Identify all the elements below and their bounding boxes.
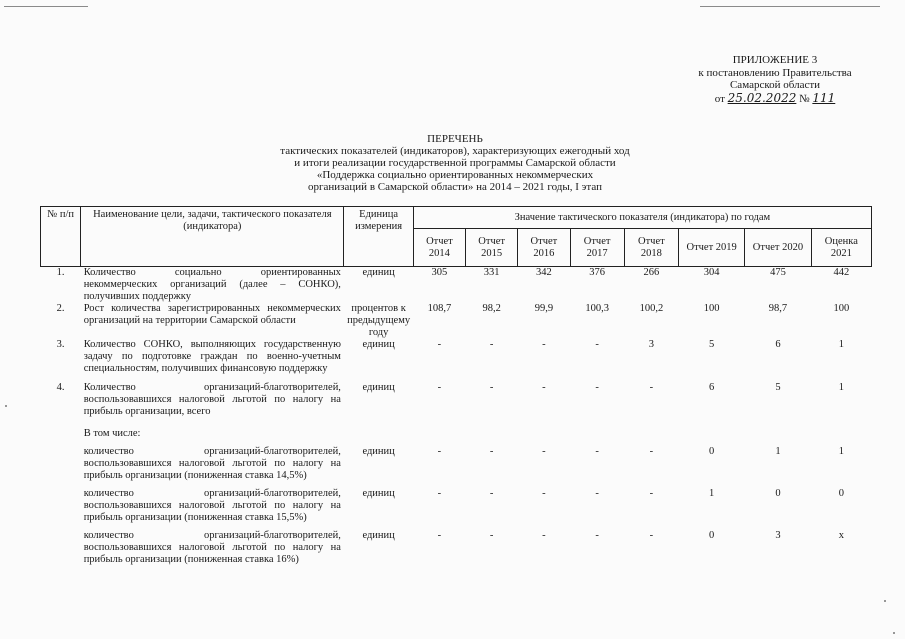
row-value: 0 <box>838 488 844 499</box>
row-number <box>41 530 81 566</box>
row-value <box>745 428 811 446</box>
heading-title: ПЕРЕЧЕНЬ <box>427 133 483 145</box>
row-value: х <box>838 530 844 541</box>
row-value: 3 <box>648 339 654 350</box>
row-unit: единиц <box>362 382 395 393</box>
row-value: 100,2 <box>639 303 664 314</box>
row-value: - <box>542 446 546 457</box>
row-number: 3. <box>56 339 65 350</box>
row-value: - <box>542 488 546 499</box>
row-unit: единиц <box>362 488 395 499</box>
row-name: Рост количества зарегистрированных некоммерческих организаций на территории Самарской области <box>83 303 341 326</box>
heading-line-3: «Поддержка социально ориентированных некоммерческих <box>316 169 594 181</box>
row-value <box>518 428 570 446</box>
row-unit: единиц <box>362 339 395 350</box>
row-value: - <box>489 382 494 393</box>
row-value: - <box>649 488 654 499</box>
row-value: 331 <box>483 267 500 278</box>
row-value: - <box>595 382 599 393</box>
row-value: - <box>649 382 654 393</box>
row-unit: единиц <box>362 267 395 278</box>
row-value: 5 <box>709 339 715 350</box>
row-value: 5 <box>775 382 781 393</box>
row-name: Количество организаций-благотворителей, воспользовавшихся налоговой льготой по налогу на прибыль организации, всего <box>83 382 341 417</box>
row-value: - <box>595 530 599 541</box>
row-name: количество организаций-благотворителей, воспользовавшихся налоговой льготой по налогу на прибыль организации (пониженная ставка 14,5%) <box>83 446 341 481</box>
row-name: количество организаций-благотворителей, воспользовавшихся налоговой льготой по налогу на прибыль организации (пониженная ставка 15,5%) <box>83 488 341 523</box>
row-value: - <box>542 530 546 541</box>
header-year: Отчет 2018 <box>624 229 678 267</box>
header-year: Отчет 2017 <box>570 229 624 267</box>
date-prefix: от <box>714 92 725 105</box>
appendix-block <box>640 54 905 105</box>
row-value: 1 <box>838 339 844 350</box>
number-prefix: № <box>799 92 810 105</box>
row-value: - <box>595 339 599 350</box>
row-value: 442 <box>833 267 850 278</box>
heading-line-2: и итоги реализации государственной программы Самарской области <box>294 157 616 169</box>
row-value: 342 <box>536 267 552 278</box>
row-value: - <box>489 488 494 499</box>
table-row <box>41 267 872 304</box>
row-value: 100 <box>833 303 850 314</box>
row-unit: единиц <box>362 446 395 457</box>
row-value: 1 <box>838 446 844 457</box>
row-value: - <box>595 488 599 499</box>
row-name: Количество СОНКО, выполняющих государственную задачу по подготовке граждан по военно-учетным специальностям, получивших финансовую поддержку <box>83 339 341 374</box>
row-name: Количество социально ориентированных некоммерческих организаций (далее – СОНКО), получивших поддержку <box>83 267 341 302</box>
row-value: 1 <box>709 488 715 499</box>
row-value: 98,7 <box>768 303 788 314</box>
row-value: 100,3 <box>585 303 609 314</box>
row-value: 6 <box>775 339 781 350</box>
row-unit: процентов к предыдущему году <box>347 303 411 338</box>
table-row <box>41 446 872 488</box>
row-value <box>413 428 465 446</box>
indicators-table <box>40 206 872 566</box>
row-value: 475 <box>770 267 786 278</box>
document-heading <box>240 133 670 193</box>
row-value: 266 <box>643 267 660 278</box>
row-value: 98,2 <box>482 303 501 314</box>
header-name: Наименование цели, задачи, тактического показателя (индикатора) <box>81 207 344 267</box>
row-number <box>41 428 81 446</box>
scan-edge-line <box>4 6 88 7</box>
header-year: Отчет 2014 <box>413 229 465 267</box>
row-value: 6 <box>709 382 715 393</box>
scan-speck <box>893 632 895 634</box>
row-unit: единиц <box>362 530 395 541</box>
row-value: 99,9 <box>534 303 554 314</box>
appendix-date-line <box>640 92 905 106</box>
row-value: 0 <box>709 530 715 541</box>
header-unit: Единица измерения <box>344 207 413 267</box>
row-value: - <box>649 530 654 541</box>
row-value: 305 <box>431 267 448 278</box>
row-value: - <box>489 446 494 457</box>
row-name: В том числе: <box>83 428 141 439</box>
row-number: 2. <box>56 303 65 314</box>
header-year: Отчет 2015 <box>466 229 518 267</box>
row-value: - <box>489 530 494 541</box>
row-value <box>466 428 518 446</box>
table-row <box>41 382 872 428</box>
row-value: 0 <box>775 488 781 499</box>
header-year: Отчет 2020 <box>745 229 811 267</box>
scan-edge-line <box>700 6 880 7</box>
row-value: 3 <box>775 530 781 541</box>
scan-speck <box>884 600 886 602</box>
row-value: - <box>437 382 442 393</box>
row-number <box>41 488 81 530</box>
row-value: - <box>542 339 546 350</box>
header-no: № п/п <box>41 207 81 267</box>
row-unit <box>344 428 413 446</box>
table-row <box>41 428 872 446</box>
row-value <box>624 428 678 446</box>
date-value: 25.02.2022 <box>727 90 797 105</box>
row-value: 376 <box>589 267 605 278</box>
row-number <box>41 446 81 488</box>
row-value: - <box>437 488 442 499</box>
table-row <box>41 339 872 382</box>
row-value: 100 <box>703 303 720 314</box>
row-name: количество организаций-благотворителей, воспользовавшихся налоговой льготой по налогу на прибыль организации (пониженная ставка 16%) <box>83 530 341 565</box>
scan-speck <box>5 405 7 407</box>
table-row <box>41 530 872 566</box>
row-value: 108,7 <box>427 303 452 314</box>
row-value <box>570 428 624 446</box>
table-row <box>41 303 872 339</box>
header-values-group: Значение тактического показателя (индикатора) по годам <box>413 207 871 229</box>
appendix-line-1: к постановлению Правительства <box>698 66 852 79</box>
row-value: - <box>595 446 599 457</box>
row-value: 304 <box>703 267 720 278</box>
row-number: 1. <box>56 267 65 278</box>
row-value: - <box>542 382 546 393</box>
heading-line-1: тактических показателей (индикаторов), характеризующих ежегодный ход <box>280 145 630 157</box>
row-value <box>679 428 745 446</box>
table-row <box>41 488 872 530</box>
row-value: - <box>437 530 442 541</box>
row-value: - <box>437 446 442 457</box>
header-year: Оценка 2021 <box>811 229 871 267</box>
row-value <box>811 428 871 446</box>
row-value: - <box>489 339 494 350</box>
header-year: Отчет 2016 <box>518 229 570 267</box>
header-year: Отчет 2019 <box>679 229 745 267</box>
number-value: 111 <box>812 90 836 105</box>
row-value: 0 <box>709 446 715 457</box>
row-value: - <box>649 446 654 457</box>
row-value: 1 <box>838 382 844 393</box>
row-value: 1 <box>775 446 781 457</box>
row-number: 4. <box>56 382 65 393</box>
appendix-title: ПРИЛОЖЕНИЕ 3 <box>732 54 818 66</box>
appendix-line-2: Самарской области <box>729 79 821 91</box>
row-value: - <box>437 339 442 350</box>
heading-line-4: организаций в Самарской области» на 2014 – 2021 годы, I этап <box>308 181 602 193</box>
